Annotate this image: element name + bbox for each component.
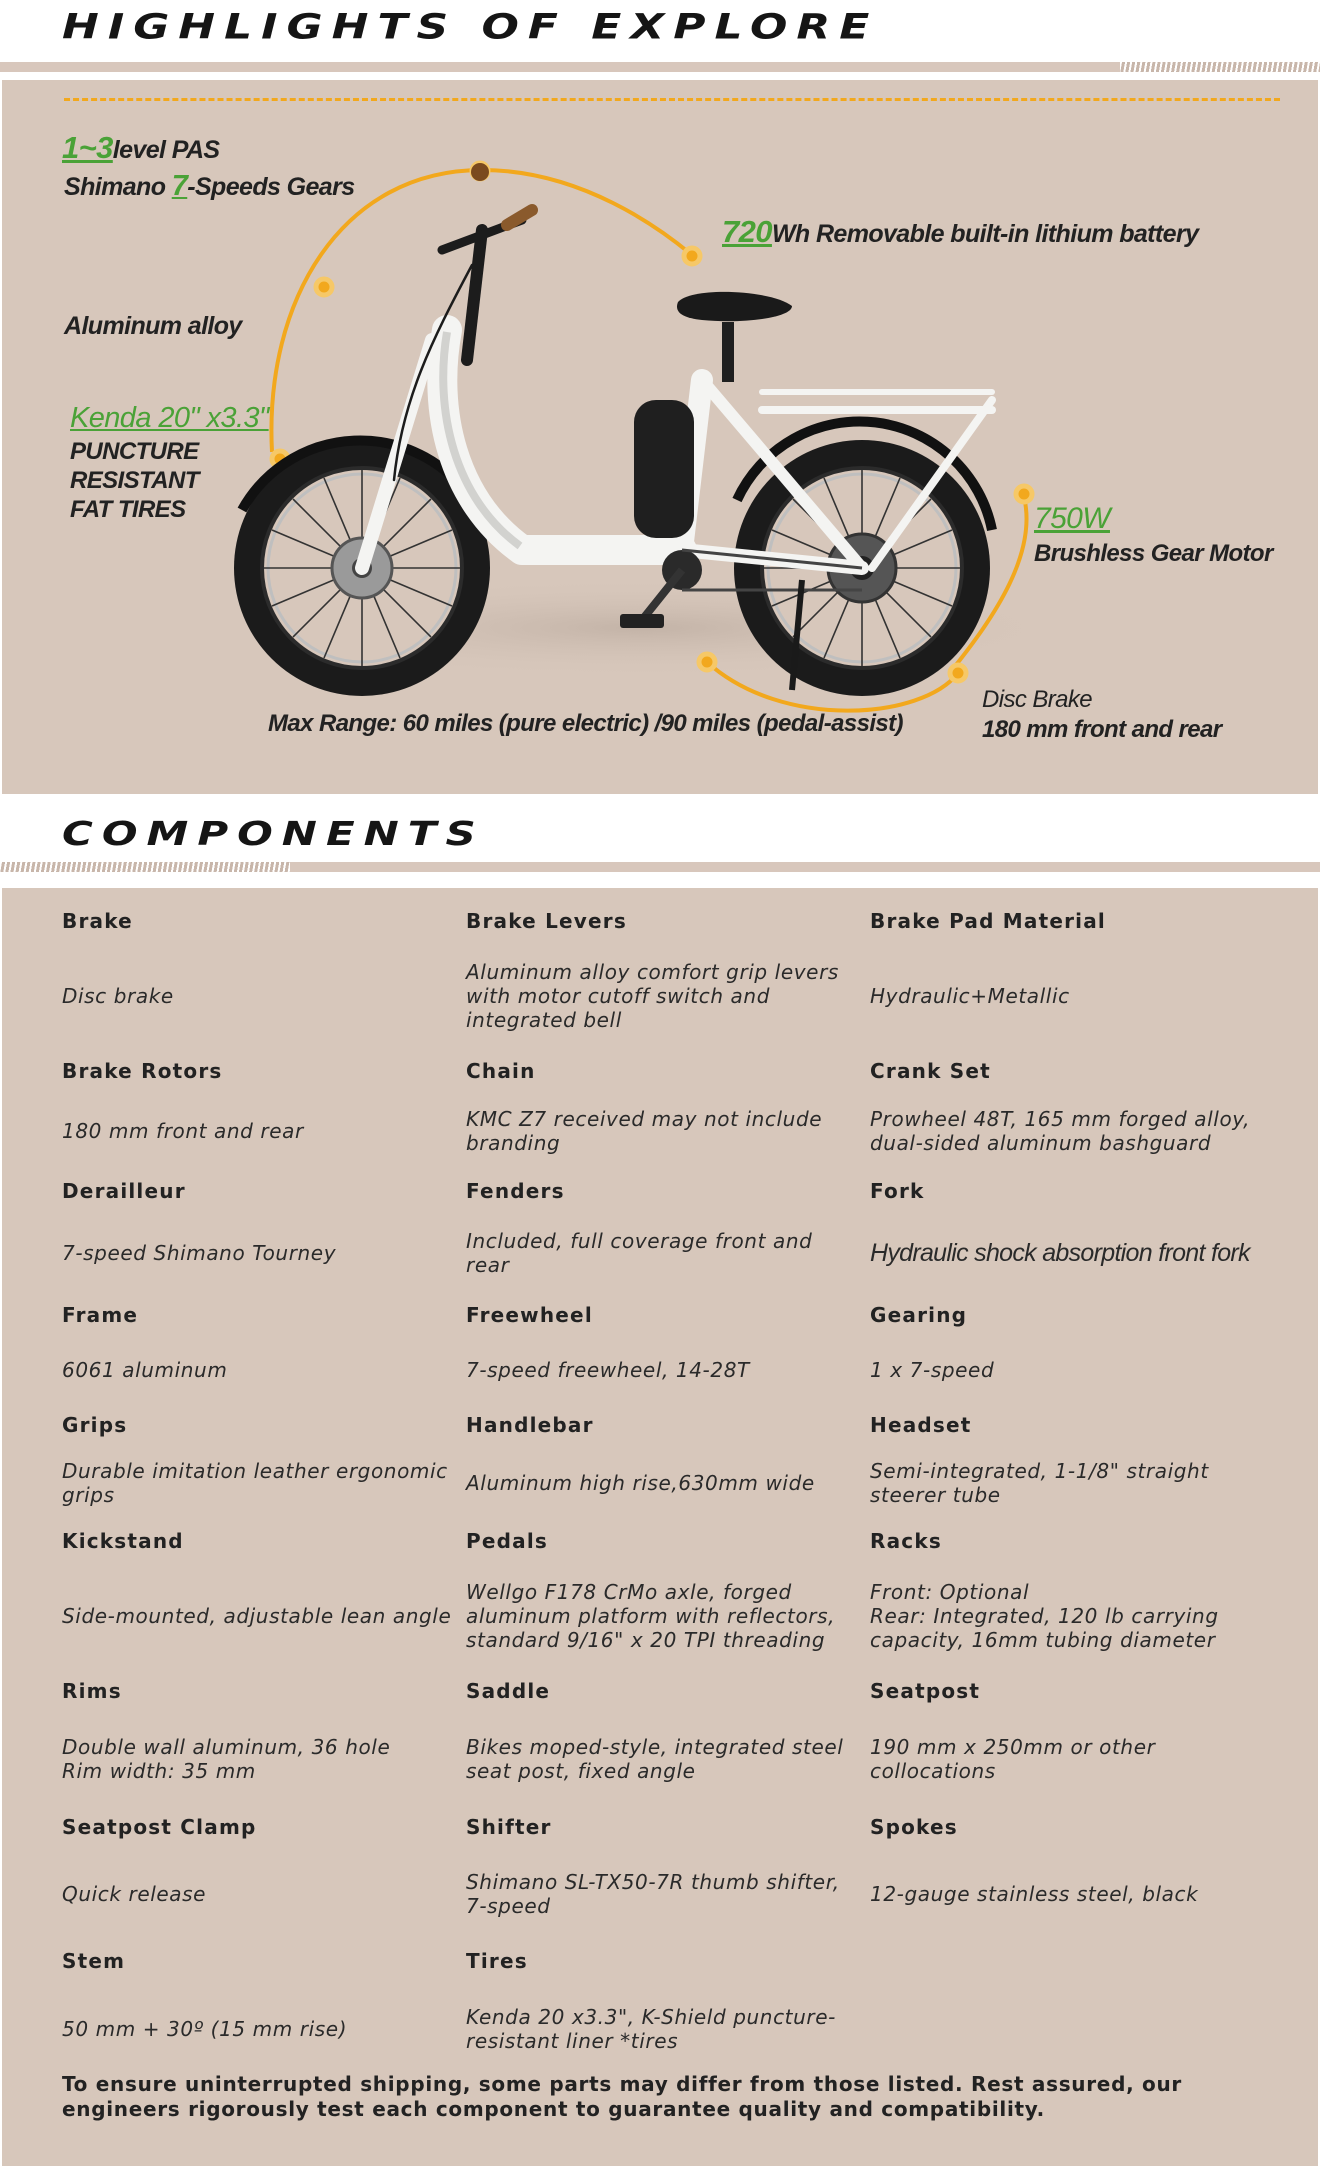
spec-value bbox=[62, 1450, 466, 1516]
pas-number: 1~3 bbox=[62, 130, 113, 165]
motor-label: Brushless Gear Motor bbox=[1034, 540, 1273, 567]
spec-label: Brake Rotors bbox=[62, 1059, 223, 1083]
spec-label: Brake bbox=[62, 909, 133, 933]
spec-label: Brake Pad Material bbox=[870, 909, 1106, 933]
spec-label: Handlebar bbox=[466, 1413, 594, 1437]
spec-value-text: 12-gauge stainless steel, black bbox=[870, 1882, 1199, 1906]
spec-value bbox=[466, 1096, 870, 1166]
spec-value-text: Aluminum alloy comfort grip levers with motor cutoff switch and integrated bell bbox=[466, 960, 839, 1032]
spec-label: Fork bbox=[870, 1179, 925, 1203]
spec-label: Stem bbox=[62, 1949, 126, 1973]
title-hatch bbox=[1120, 62, 1320, 72]
spec-value-text: KMC Z7 received may not include branding bbox=[466, 1107, 823, 1155]
spec-label: Chain bbox=[466, 1059, 536, 1083]
dot-brake bbox=[950, 665, 966, 681]
spec-value bbox=[870, 1340, 1282, 1400]
spec-value bbox=[62, 1852, 466, 1936]
spec-value-text: 1 x 7-speed bbox=[870, 1358, 995, 1382]
spec-label: Frame bbox=[62, 1303, 139, 1327]
spec-value-text: 180 mm front and rear bbox=[62, 1119, 304, 1143]
spec-value-text: 6061 aluminum bbox=[62, 1358, 228, 1382]
spec-label bbox=[870, 1936, 1282, 1986]
spec-value bbox=[62, 1716, 466, 1802]
spec-value bbox=[870, 1566, 1282, 1666]
spec-value-text: 50 mm + 30º (15 mm rise) bbox=[62, 2017, 348, 2041]
spec-label: Saddle bbox=[466, 1679, 551, 1703]
spec-value bbox=[466, 1566, 870, 1666]
spec-label: Grips bbox=[62, 1413, 128, 1437]
components-title: COMPONENTS bbox=[62, 814, 485, 853]
battery-label: 720Wh Removable built-in lithium battery bbox=[722, 214, 1199, 249]
spec-value-text: Semi-integrated, 1-1/8" straight steerer tube bbox=[870, 1459, 1209, 1507]
spec-value bbox=[870, 1852, 1282, 1936]
gears-label: Shimano 7-Speeds Gears bbox=[64, 170, 355, 202]
spec-value bbox=[466, 1340, 870, 1400]
spec-value-text: Shimano SL-TX50-7R thumb shifter, 7-speed bbox=[466, 1870, 840, 1918]
motor-power: 750W bbox=[1034, 502, 1110, 535]
dot-frame bbox=[316, 279, 332, 295]
tire-line-1: PUNCTURE bbox=[70, 438, 199, 465]
range-label: Max Range: 60 miles (pure electric) /90 miles (pedal-assist) bbox=[268, 710, 903, 737]
brake-line-2: 180 mm front and rear bbox=[982, 716, 1222, 743]
spec-label: Freewheel bbox=[466, 1303, 593, 1327]
spec-label: Seatpost bbox=[870, 1679, 981, 1703]
spec-value bbox=[870, 1450, 1282, 1516]
battery-number: 720 bbox=[722, 214, 772, 249]
spec-value-text: Prowheel 48T, 165 mm forged alloy, dual-sided aluminum bashguard bbox=[870, 1107, 1251, 1155]
spec-label: Kickstand bbox=[62, 1529, 184, 1553]
tire-line-2: RESISTANT bbox=[70, 467, 199, 494]
components-panel bbox=[2, 888, 1318, 2166]
spec-value-text: Hydraulic shock absorption front fork bbox=[870, 1239, 1250, 1267]
spec-value bbox=[62, 1986, 466, 2072]
spec-value bbox=[62, 1216, 466, 1290]
spec-label: Tires bbox=[466, 1949, 528, 1973]
spec-label: Pedals bbox=[466, 1529, 548, 1553]
spec-value-text: Wellgo F178 CrMo axle, forged aluminum platform with reflectors, standard 9/16" x 20 TPI threading bbox=[466, 1580, 836, 1652]
spec-value-text: Quick release bbox=[62, 1882, 207, 1906]
spec-label: Spokes bbox=[870, 1815, 958, 1839]
highlights-panel bbox=[2, 80, 1318, 794]
spec-value bbox=[62, 1340, 466, 1400]
spec-value bbox=[62, 1096, 466, 1166]
spec-value-text: 7-speed freewheel, 14-28T bbox=[466, 1358, 750, 1382]
spec-value-text: Aluminum high rise,630mm wide bbox=[466, 1471, 815, 1495]
components-table bbox=[62, 896, 1282, 2072]
spec-value bbox=[466, 946, 870, 1046]
gears-number: 7 bbox=[171, 170, 188, 202]
spec-label: Derailleur bbox=[62, 1179, 186, 1203]
spec-value bbox=[870, 946, 1282, 1046]
spec-value bbox=[62, 946, 466, 1046]
disclaimer-note: To ensure uninterrupted shipping, some parts may differ from those listed. Rest assured, our engineers rigorously test each component to guarantee quality and compatibility. bbox=[62, 2072, 1182, 2121]
spec-value bbox=[466, 1216, 870, 1290]
spec-label: Rims bbox=[62, 1679, 122, 1703]
spec-value-text: Hydraulic+Metallic bbox=[870, 984, 1070, 1008]
spec-value bbox=[870, 1986, 1282, 2072]
spec-value-text: Double wall aluminum, 36 hole Rim width: 35 mm bbox=[62, 1735, 391, 1783]
brake-line-1: Disc Brake bbox=[982, 686, 1093, 713]
spec-label: Crank Set bbox=[870, 1059, 991, 1083]
spec-value-text: Bikes moped-style, integrated steel seat post, fixed angle bbox=[466, 1735, 844, 1783]
spec-label: Shifter bbox=[466, 1815, 552, 1839]
dot-range bbox=[699, 654, 715, 670]
highlights-title: HIGHLIGHTS OF EXPLORE bbox=[62, 7, 879, 47]
spec-value bbox=[466, 1852, 870, 1936]
dot-battery bbox=[684, 248, 700, 264]
spec-value-text: Kenda 20 x3.3", K-Shield puncture- resistant liner *tires bbox=[466, 2005, 836, 2053]
spec-value-text: Side-mounted, adjustable lean angle bbox=[62, 1604, 452, 1628]
frame-label: Aluminum alloy bbox=[64, 312, 242, 340]
spec-value bbox=[870, 1096, 1282, 1166]
tire-line-3: FAT TIRES bbox=[70, 496, 186, 523]
spec-value-text: Disc brake bbox=[62, 984, 174, 1008]
tire-model: Kenda 20" x3.3" bbox=[70, 402, 269, 434]
spec-label: Racks bbox=[870, 1529, 942, 1553]
spec-value bbox=[466, 1450, 870, 1516]
pas-label: 1~3level PAS bbox=[62, 130, 220, 165]
spec-label: Fenders bbox=[466, 1179, 565, 1203]
spec-label: Gearing bbox=[870, 1303, 968, 1327]
dot-motor bbox=[1016, 486, 1032, 502]
spec-label: Seatpost Clamp bbox=[62, 1815, 257, 1839]
spec-value bbox=[62, 1566, 466, 1666]
spec-value-text: 190 mm x 250mm or other collocations bbox=[870, 1735, 1156, 1783]
arc-top bbox=[271, 170, 692, 452]
spec-value bbox=[870, 1716, 1282, 1802]
saddle bbox=[677, 292, 792, 382]
spec-label: Headset bbox=[870, 1413, 972, 1437]
spec-value-text: Durable imitation leather ergonomic grips bbox=[62, 1459, 448, 1507]
components-title-hatch bbox=[0, 862, 290, 872]
spec-value-text: 7-speed Shimano Tourney bbox=[62, 1241, 337, 1265]
spec-value bbox=[466, 1986, 870, 2072]
spec-value bbox=[466, 1716, 870, 1802]
spec-label: Brake Levers bbox=[466, 909, 627, 933]
spec-value-text: Included, full coverage front and rear bbox=[466, 1229, 813, 1277]
battery-pack bbox=[634, 400, 694, 538]
spec-value-text: Front: Optional Rear: Integrated, 120 lb carrying capacity, 16mm tubing diameter bbox=[870, 1580, 1219, 1652]
spec-value bbox=[870, 1216, 1282, 1290]
